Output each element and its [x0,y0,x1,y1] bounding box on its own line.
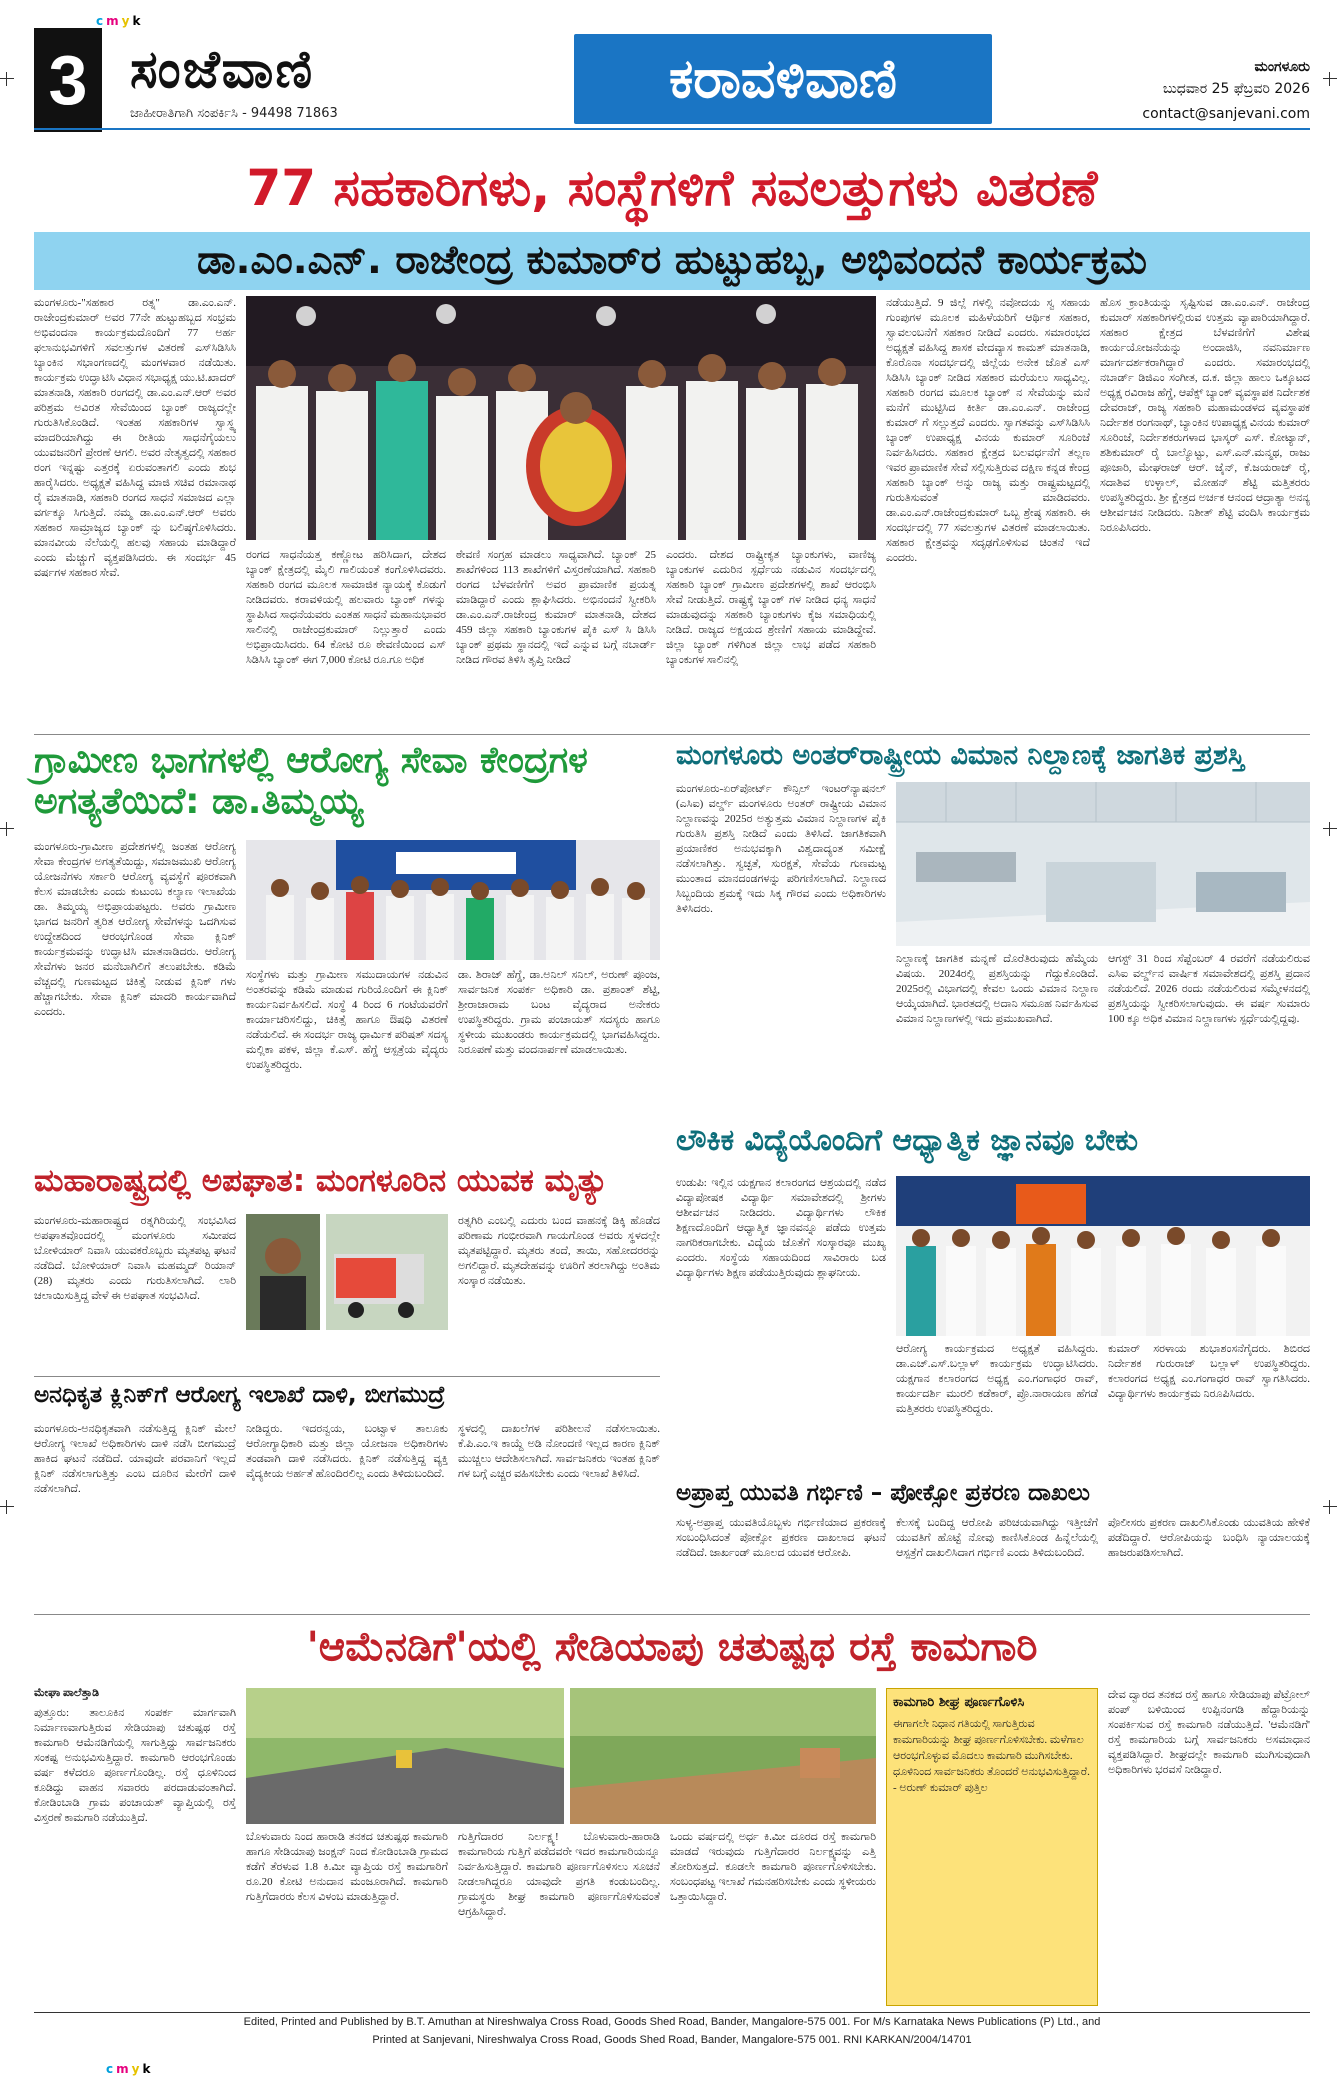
health-column-1: ಮಂಗಳೂರು-ಗ್ರಾಮೀಣ ಪ್ರದೇಶಗಳಲ್ಲಿ ಜಂತಹ ಆರೋಗ್ಯ ಸೇವಾ ಕೇಂದ್ರಗಳ ಅಗತ್ಯತೆಯಿದ್ದು, ಸಮಾಜಮುಖಿ ಆರೋಗ್ಯ ಯೋಜನೆಗಳು ಸರ್ಕಾರಿ ಆರೋಗ್ಯ ವ್ಯವಸ್ಥೆಗೆ ಪೂರಕವಾಗಿ ಕೆಲಸ ಮಾಡಬೇಕು ಎಂದು ಕುಟುಂಬ ಕಲ್ಯಾಣ ಇಲಾಖೆಯ ಡಾ. ತಿಮ್ಮಯ್ಯ ಅಭಿಪ್ರಾಯಪಟ್ಟರು. ಅವರು ಗ್ರಾಮೀಣ ಭಾಗದ ಜನರಿಗೆ ತ್ವರಿತ ಆರೋಗ್ಯ ಸೇವೆಗಳನ್ನು ಒದಗಿಸುವ ಉದ್ದೇಶದಿಂದ ಆರಂಭಗೊಂಡ ಸೇವಾ ಕ್ಲಿನಿಕ್ ಕಾರ್ಯಕ್ರಮವನ್ನು ಉದ್ಘಾಟಿಸಿ ಮಾತನಾಡಿದರು. ಆರೋಗ್ಯ ಸೇವೆಗಳು ಜನರ ಮನೆಬಾಗಿಲಿಗೆ ತಲುಪಬೇಕು. ಕಡಿಮೆ ವೆಚ್ಚದಲ್ಲಿ ಗುಣಮಟ್ಟದ ಚಿಕಿತ್ಸೆ ನೀಡುವ ಕ್ಲಿನಿಕ್ ಗಳು ಹೆಚ್ಚಾಗಬೇಕು. ಸೇವಾ ಕ್ಲಿನಿಕ್ ಮಾದರಿ ಕಾರ್ಯವಾಗಿದೆ ಎಂದರು. [34,841,236,1018]
felicitation-photo [246,296,876,540]
education-event-photo [896,1176,1310,1336]
lead-column-2b: ಠೇವಣಿ ಸಂಗ್ರಹ ಮಾಡಲು ಸಾಧ್ಯವಾಗಿದೆ. ಬ್ಯಾಂಕ್ 25 ಶಾಖೆಗಳಿಂದ 113 ಶಾಖೆಗಳಿಗೆ ವಿಸ್ತರಣೆಯಾಗಿದೆ. ಸಹಕಾರಿ ರಂಗದ ಬೆಳವಣಿಗೆಗೆ ಅವರ ಪ್ರಾಮಾಣಿಕ ಪ್ರಯತ್ನ ಮಾಡಿದ್ದಾರೆ ಎಂದು ಶ್ಲಾಘಿಸಿದರು. ಅಭಿನಂದನೆ ಸ್ವೀಕರಿಸಿ ಡಾ.ಎಂ.ಎನ್.ರಾಜೇಂದ್ರ ಕುಮಾರ್ ಮಾತನಾಡಿ, ದೇಶದ 459 ಜಿಲ್ಲಾ ಸಹಕಾರಿ ಬ್ಯಾಂಕುಗಳ ಪೈಕಿ ಎಸ್ ಸಿ ಡಿಸಿಸಿ ಬ್ಯಾಂಕ್ ಪ್ರಥಮ ಸ್ಥಾನದಲ್ಲಿ ಇದೆ ಎನ್ನುವ ಬಗ್ಗೆ ನಬಾರ್ಡ್ ನೀಡಿದ ಗೌರವ ತಿಳಿಸಿ ತೃಪ್ತಿ ನೀಡಿದೆ [456,549,656,666]
seva-clinic-photo [246,840,660,960]
education-column-1: ಉಡುಪಿ: ಇಲ್ಲಿನ ಯಕ್ಷಗಾನ ಕಲಾರಂಗದ ಆಶ್ರಯದಲ್ಲಿ ನಡೆದ ವಿದ್ಯಾಪೋಷಕ ವಿದ್ಯಾರ್ಥಿ ಸಮಾವೇಶದಲ್ಲಿ ಶ್ರೀಗಳು ಆಶೀರ್ವಚನ ನೀಡಿದರು. ವಿದ್ಯಾರ್ಥಿಗಳು ಲೌಕಿಕ ಶಿಕ್ಷಣದೊಂದಿಗೆ ಆಧ್ಯಾತ್ಮಿಕ ಜ್ಞಾನವನ್ನೂ ಪಡೆದು ಉತ್ತಮ ನಾಗರಿಕರಾಗಬೇಕು. ವಿದ್ಯೆಯ ಜೊತೆಗೆ ಸಂಸ್ಕಾರವೂ ಮುಖ್ಯ ಎಂದರು. ಸಂಸ್ಥೆಯ ಸಹಾಯದಿಂದ ಸಾವಿರಾರು ಬಡ ವಿದ್ಯಾರ್ಥಿಗಳು ಶಿಕ್ಷಣ ಪಡೆಯುತ್ತಿರುವುದು ಶ್ಲಾಘನೀಯ. [676,1177,886,1279]
airport-terminal-photo [896,782,1310,946]
registration-mark-tl [0,72,14,86]
lead-column-2c: ಎಂದರು. ದೇಶದ ರಾಷ್ಟ್ರೀಕೃತ ಬ್ಯಾಂಕುಗಳು, ವಾಣಿಜ್ಯ ಬ್ಯಾಂಕುಗಳ ಎದುರಿನ ಸ್ಪರ್ಧೆಯ ನಡುವಿನ ಸಂದರ್ಭದಲ್ಲಿ ಸಹಕಾರಿ ಬ್ಯಾಂಕ್ ಗ್ರಾಮೀಣ ಪ್ರದೇಶಗಳಲ್ಲಿ ಶಾಖೆ ಆರಂಭಿಸಿ ಸೇವೆ ನೀಡುತ್ತಿದೆ. ರಾಷ್ಟ್ರಕ್ಕೆ ಬ್ಯಾಂಕ್ ಗಳ ನೀಡಿದ ಧನ್ಯ ಸಾಧನೆ ಮಾಡುವುದನ್ನು ಸಹಕಾರಿ ಬ್ಯಾಂಕುಗಳು ಕೈಜ ಸಮಾಧಿಯಲ್ಲಿ ನೀಡಿದೆ. ರಾಜ್ಯದ ಅಕ್ಷಯದ ಶ್ರೇಣಿಗೆ ಸಹಾಯ ಮಾಡಿದ್ದೇವೆ. ಜಿಲ್ಲಾ ಬ್ಯಾಂಕ್ ಗಳಿಗಿಂತ ಜಿಲ್ಲಾ ಲಾಭ ಪಡೆದ ಸಹಕಾರಿ ಬ್ಯಾಂಕುಗಳ ಸಾಲಿನಲ್ಲಿ [666,549,876,666]
masthead-title: ಸಂಜೆವಾಣಿ [130,39,315,100]
accident-column-2: ರತ್ನಗಿರಿ ಎಂಬಲ್ಲಿ ಎದುರು ಬಂದ ವಾಹನಕ್ಕೆ ಡಿಕ್ಕಿ ಹೊಡೆದ ಪರಿಣಾಮ ಗಂಭೀರವಾಗಿ ಗಾಯಗೊಂಡ ಅವರು ಸ್ಥಳದಲ್ಲೇ ಮೃತಪಟ್ಟಿದ್ದಾರೆ. ಮೃತರು ತಂದೆ, ತಾಯಿ, ಸಹೋದರರನ್ನು ಅಗಲಿದ್ದಾರೆ. ಮೃತದೇಹವನ್ನು ಊರಿಗೆ ತರಲಾಗಿದ್ದು ಅಂತಿಮ ಸಂಸ್ಕಾರ ನಡೆಯಿತು. [458,1215,660,1287]
cmyk-m-bottom: m [116,2062,132,2076]
road-byline: ಮೇಘಾ ಪಾಲೆತ್ತಾಡಿ [34,1687,100,1699]
header-rule [34,128,1310,130]
accident-photo-person [246,1214,320,1330]
pocso-column-3: ಪೊಲೀಸರು ಪ್ರಕರಣ ದಾಖಲಿಸಿಕೊಂಡು ಯುವತಿಯ ಹೇಳಿಕೆ ಪಡೆದಿದ್ದಾರೆ. ಆರೋಪಿಯನ್ನು ಬಂಧಿಸಿ ನ್ಯಾಯಾಲಯಕ್ಕೆ ಹಾಜರುಪಡಿಸಲಾಗಿದೆ. [1108,1517,1310,1559]
lorry-photo [326,1214,448,1330]
registration-mark-br [1323,1500,1337,1514]
road-box-text: ಈಗಾಗಲೇ ನಿಧಾನ ಗತಿಯಲ್ಲಿ ಸಾಗುತ್ತಿರುವ ಕಾಮಗಾರಿಯನ್ನು ಶೀಘ್ರ ಪೂರ್ಣಗೊಳಿಸಬೇಕು. ಮಳೆಗಾಲ ಆರಂಭಗೊಳ್ಳುವ ಮೊದಲು ಕಾಮಗಾರಿ ಮುಗಿಸಬೇಕು. ಧೂಳಿನಿಂದ ಸಾರ್ವಜನಿಕರು ತೊಂದರೆ ಅನುಭವಿಸುತ್ತಿದ್ದಾರೆ. - ಅರುಣ್ ಕುಮಾರ್ ಪುತ್ತಿಲ [893,1718,1090,1794]
pocso-column-2: ಕೆಲಸಕ್ಕೆ ಬಂದಿದ್ದ ಆರೋಪಿ ಪರಿಚಯವಾಗಿದ್ದು ಇತ್ತೀಚೆಗೆ ಯುವತಿಗೆ ಹೊಟ್ಟೆ ನೋವು ಕಾಣಿಸಿಕೊಂಡ ಹಿನ್ನೆಲೆಯಲ್ಲಿ ಆಸ್ಪತ್ರೆಗೆ ದಾಖಲಿಸಿದಾಗ ಗರ್ಭಿಣಿ ಎಂದು ತಿಳಿದುಬಂದಿದೆ. [896,1517,1098,1559]
cmyk-k: k [132,14,144,28]
cmyk-c-bottom: c [106,2062,117,2076]
health-column-2: ಸಂಸ್ಥೆಗಳು ಮತ್ತು ಗ್ರಾಮೀಣ ಸಮುದಾಯಗಳ ನಡುವಿನ ಅಂತರವನ್ನು ಕಡಿಮೆ ಮಾಡುವ ಗುರಿಯೊಂದಿಗೆ ಈ ಕ್ಲಿನಿಕ್ ಕಾರ್ಯನಿರ್ವಹಿಸಲಿದೆ. ಸಂಸ್ಥೆ 4 ರಿಂದ 6 ಗಂಟೆಯವರೆಗೆ ಕಾರ್ಯಾಚರಿಸಲಿದ್ದು, ಚಿಕಿತ್ಸೆ ಹಾಗೂ ಔಷಧಿ ವಿತರಣೆ ನಡೆಯಲಿದೆ. ಈ ಸಂದರ್ಭ ರಾಜ್ಯ ಧಾರ್ಮಿಕ ಪರಿಷತ್ ಸದಸ್ಯ ಮಲ್ಲಿಕಾ ಪಕಳ, ಜಿಲ್ಲಾ ಕೆ.ಎಸ್. ಹೆಗ್ಡೆ ಆಸ್ಪತ್ರೆಯ ವೈದ್ಯರು ಉಪಸ್ಥಿತರಿದ್ದರು. [246,969,448,1071]
lead-column-4: ಹೊಸ ಕ್ರಾಂತಿಯನ್ನು ಸೃಷ್ಟಿಸುವ ಡಾ.ಎಂ.ಎನ್. ರಾಜೇಂದ್ರ ಕುಮಾರ್ ಸಹಕಾರಿಗಳಲ್ಲಿರುವ ಉತ್ತಮ ವ್ಯಾಪಾರಿಯಾಗಿದ್ದಾರೆ. ಸಹಕಾರ ಕ್ಷೇತ್ರದ ಬೆಳವಣಿಗೆಗೆ ವಿಶೇಷ ಕಾರ್ಯಯೋಜನೆಯನ್ನು ಅಂದಾಜಿಸಿ, ನವನಿರ್ಮಾಣ ಮಾರ್ಗದರ್ಶಕರಾಗಿದ್ದಾರೆ ಎಂದರು. ಸಮಾರಂಭದಲ್ಲಿ ನಬಾರ್ಡ್ ಡಿಜಿಎಂ ಸಂಗೀತ, ದ.ಕ. ಜಿಲ್ಲಾ ಹಾಲು ಒಕ್ಕೂಟದ ಅಧ್ಯಕ್ಷ ರವಿರಾಜ ಹೆಗ್ಡೆ, ಆಪೆಕ್ಸ್ ಬ್ಯಾಂಕ್ ವ್ಯವಸ್ಥಾಪಕ ನಿರ್ದೇಶಕ ದೇವರಾಜ್, ರಾಜ್ಯ ಸಹಕಾರಿ ಮಹಾಮಂಡಳದ ವ್ಯವಸ್ಥಾಪಕ ನಿರ್ದೇಶಕ ರಂಗನಾಥ್, ಬ್ಯಾಂಕಿನ ಉಪಾಧ್ಯಕ್ಷ ವಿನಯ ಕುಮಾರ್ ಸೂರಿಂಜೆ, ನಿರ್ದೇಶಕರುಗಳಾದ ಭಾಸ್ಕರ್ ಎಸ್. ಕೋಟ್ಯಾನ್, ಶಶಿಕುಮಾರ್ ರೈ ಬಾಲ್ಯೊಟ್ಟು, ಎಸ್.ಎನ್.ಮನ್ಮಥ, ರಾಜು ಪೂಜಾರಿ, ಮೇಘರಾಜ್ ಆರ್. ಜೈನ್, ಕೆ.ಜಯರಾಜ್ ರೈ, ಸದಾಶಿವ ಉಳ್ಳಾಲ್, ಮೋಹನ್ ಶೆಟ್ಟಿ ಮತ್ತಿತರರು ಉಪಸ್ಥಿತರಿದ್ದರು. ಶ್ರೀ ಕ್ಷೇತ್ರದ ಅರ್ಚಕ ಆನಂದ ಆದ್ರಾತ್ಯಾ ಅನನ್ಯ ಆಶೀರ್ವಚನ ನೀಡಿದರು. ನಿಶೀತ್ ಶೆಟ್ಟಿ ವಂದಿಸಿ ಕಾರ್ಯಕ್ರಮ ನಿರೂಪಿಸಿದರು. [1100,297,1310,534]
section-divider-1 [34,734,1310,735]
victim-portrait [246,1214,320,1330]
education-headline: ಲೌಕಿಕ ವಿದ್ಯೆಯೊಂದಿಗೆ ಆಧ್ಯಾತ್ಮಿಕ ಜ್ಞಾನವೂ ಬೇಕು [676,1123,1139,1158]
masthead [130,34,570,120]
dateline-date: ಬುಧವಾರ 25 ಫೆಬ್ರವರಿ 2026 [1162,81,1310,97]
section-divider-2 [34,1376,660,1377]
footer-rule [34,2012,1310,2013]
cmyk-strip-bottom [106,2062,153,2076]
dateline-city: ಮಂಗಳೂರು [1254,59,1310,75]
clinic-column-2: ನೀಡಿದ್ದರು. ಇದರನ್ವಯ, ಬಂಟ್ವಾಳ ತಾಲೂಕು ಆರೋಗ್ಯಾಧಿಕಾರಿ ಮತ್ತು ಜಿಲ್ಲಾ ಯೋಜನಾ ಅಧಿಕಾರಿಗಳು ತಂಡವಾಗಿ ದಾಳಿ ನಡೆಸಿದರು. ಕ್ಲಿನಿಕ್ ನಡೆಸುತ್ತಿದ್ದ ವ್ಯಕ್ತಿ ವೈದ್ಯಕೀಯ ಅರ್ಹತೆ ಹೊಂದಿರಲಿಲ್ಲ ಎಂದು ತಿಳಿದುಬಂದಿದೆ. [246,1423,448,1480]
masthead-subtitle: ಜಾಹೀರಾತಿಗಾಗಿ ಸಂಪರ್ಕಿಸಿ - 94498 71863 [130,106,338,121]
road-box-title: ಕಾಮಗಾರಿ ಶೀಘ್ರ ಪೂರ್ಣಗೊಳಿಸಿ [893,1695,1025,1710]
education-column-3: ಕುಮಾರ್ ಸರಳಾಯ ಶುಭಾಶಂಸನೆಗೈದರು. ಶಿಬಿರದ ನಿರ್ದೇಶಕ ಗುರುರಾಜ್ ಬಲ್ಲಾಳ್ ಉಪಸ್ಥಿತರಿದ್ದರು. ಕಲಾರಂಗದ ಅಧ್ಯಕ್ಷ ಎಂ.ಗಂಗಾಧರ ರಾವ್ ಸ್ವಾಗತಿಸಿದರು. ವಿದ್ಯಾರ್ಥಿಗಳು ಕಾರ್ಯಕ್ರಮ ನಿರೂಪಿಸಿದರು. [1108,1343,1310,1400]
cmyk-c: c [96,14,107,28]
education-column-2: ಆರೋಗ್ಯ ಕಾರ್ಯಕ್ರಮದ ಅಧ್ಯಕ್ಷತೆ ವಹಿಸಿದ್ದರು. ಡಾ.ಎಚ್.ಎಸ್.ಬಲ್ಲಾಳ್ ಕಾರ್ಯಕ್ರಮ ಉದ್ಘಾಟಿಸಿದರು. ಯಕ್ಷಗಾನ ಕಲಾರಂಗದ ಅಧ್ಯಕ್ಷ ಎಂ.ಗಂಗಾಧರ ರಾವ್, ಕಾರ್ಯದರ್ಶಿ ಮುರಲಿ ಕಡೆಕಾರ್, ಪ್ರೊ.ನಾರಾಯಣ ಹೆಗಡೆ ಮತ್ತಿತರರು ಉಪಸ್ಥಿತರಿದ್ದರು. [896,1343,1098,1415]
road-column-1: ಪುತ್ತೂರು: ತಾಲೂಕಿನ ಸಂಪರ್ಕ ಮಾರ್ಗವಾಗಿ ನಿರ್ಮಾಣವಾಗುತ್ತಿರುವ ಸೇಡಿಯಾಪು ಚತುಷ್ಪಥ ರಸ್ತೆ ಕಾಮಗಾರಿ ಆಮೆನಡಿಗೆಯಲ್ಲಿ ಸಾಗುತ್ತಿದ್ದು ಸಾರ್ವಜನಿಕರು ಸಂಕಷ್ಟ ಅನುಭವಿಸುತ್ತಿದ್ದಾರೆ. ಕಾಮಗಾರಿ ಆರಂಭಗೊಂಡು ವರ್ಷ ಕಳೆದರೂ ಪೂರ್ಣಗೊಂಡಿಲ್ಲ. ರಸ್ತೆ ಧೂಳಿನಿಂದ ಕೂಡಿದ್ದು ವಾಹನ ಸವಾರರು ಪರದಾಡುವಂತಾಗಿದೆ. ಕೋಡಿಂಬಾಡಿ ಗ್ರಾಮ ಪಂಚಾಯತ್ ವ್ಯಾಪ್ತಿಯಲ್ಲಿ ರಸ್ತೆ ವಿಸ್ತರಣೆ ಕಾಮಗಾರಿ ನಡೆಯುತ್ತಿದೆ. [34,1707,236,1824]
road-column-5: ದೇವ ದ್ವಾರದ ತನಕದ ರಸ್ತೆ ಹಾಗೂ ಸೇಡಿಯಾಪು ಪೆಟ್ರೋಲ್ ಪಂಪ್ ಬಳಿಯಿಂದ ಉಪ್ಪಿನಂಗಡಿ ಹೆದ್ದಾರಿಯನ್ನು ಸಂಪರ್ಕಿಸುವ ರಸ್ತೆ ಕಾಮಗಾರಿ ನಡೆಯುತ್ತಿದೆ. 'ಆಮೆನಡಿಗೆ' ರಸ್ತೆ ಕಾಮಗಾರಿಯ ಬಗ್ಗೆ ಸಾರ್ವಜನಿಕರು ಅಸಮಾಧಾನ ವ್ಯಕ್ತಪಡಿಸಿದ್ದಾರೆ. ಶೀಘ್ರದಲ್ಲೇ ಕಾಮಗಾರಿ ಮುಗಿಸುವುದಾಗಿ ಅಧಿಕಾರಿಗಳು ಭರವಸೆ ನೀಡಿದ್ದಾರೆ. [1108,1689,1310,1776]
airport-column-3: ಆಗಸ್ಟ್ 31 ರಿಂದ ಸೆಪ್ಟೆಂಬರ್ 4 ರವರೆಗೆ ನಡೆಯಲಿರುವ ಎಸಿಐ ವರ್ಲ್ಡ್‌ನ ವಾರ್ಷಿಕ ಸಮಾವೇಶದಲ್ಲಿ ಪ್ರಶಸ್ತಿ ಪ್ರದಾನ ನಡೆಯಲಿದೆ. 2026 ರಂದು ನಡೆಯಲಿರುವ ಸಮ್ಮೇಳನದಲ್ಲಿ ಪ್ರಶಸ್ತಿಯನ್ನು ಸ್ವೀಕರಿಸಲಾಗುವುದು. ಈ ವರ್ಷ ಸುಮಾರು 100 ಕ್ಕೂ ಅಧಿಕ ವಿಮಾನ ನಿಲ್ದಾಣಗಳು ಸ್ಪರ್ಧೆಯಲ್ಲಿದ್ದವು. [1108,953,1310,1025]
registration-mark-bl [0,1500,14,1514]
clinic-column-1: ಮಂಗಳೂರು-ಅನಧಿಕೃತವಾಗಿ ನಡೆಸುತ್ತಿದ್ದ ಕ್ಲಿನಿಕ್ ಮೇಲೆ ಆರೋಗ್ಯ ಇಲಾಖೆ ಅಧಿಕಾರಿಗಳು ದಾಳಿ ನಡೆಸಿ ಬೀಗಮುದ್ರೆ ಹಾಕಿದ ಘಟನೆ ನಡೆದಿದೆ. ಯಾವುದೇ ಪರವಾನಿಗೆ ಇಲ್ಲದೆ ಕ್ಲಿನಿಕ್ ನಡೆಸಲಾಗುತ್ತಿತ್ತು ಎಂಬ ದೂರಿನ ಮೇರೆಗೆ ದಾಳಿ ನಡೆಸಲಾಗಿದೆ. [34,1423,236,1495]
airport-column-1: ಮಂಗಳೂರು-ಏರ್‌ಪೋರ್ಟ್ ಕೌನ್ಸಿಲ್ ಇಂಟರ್‌ನ್ಯಾಷನಲ್ (ಎಸಿಐ) ವರ್ಲ್ಡ್ ಮಂಗಳೂರು ಅಂತರ್ ರಾಷ್ಟ್ರೀಯ ವಿಮಾನ ನಿಲ್ದಾಣವನ್ನು 2025ರ ಅತ್ಯುತ್ತಮ ವಿಮಾನ ನಿಲ್ದಾಣಗಳ ಪೈಕಿ ಗುರುತಿಸಿ ಪ್ರಶಸ್ತಿ ನೀಡಿದೆ ಎಂದು ತಿಳಿಸಿದೆ. ಜಾಗತಿಕವಾಗಿ ಪ್ರಯಾಣಿಕರ ಅನುಭವಕ್ಕಾಗಿ ವಿಶ್ವದಾದ್ಯಂತ ಸಮೀಕ್ಷೆ ನಡೆಸಲಾಗಿತ್ತು. ಸ್ವಚ್ಛತೆ, ಸುರಕ್ಷತೆ, ಸೇವೆಯ ಗುಣಮಟ್ಟ ಮುಂತಾದ ಮಾನದಂಡಗಳನ್ನು ಪರಿಗಣಿಸಲಾಗಿದೆ. ನಿಲ್ದಾಣದ ಸಿಬ್ಬಂದಿಯ ಶ್ರಮಕ್ಕೆ ಇದು ಸಿಕ್ಕ ಗೌರವ ಎಂದು ಅಧಿಕಾರಿಗಳು ತಿಳಿಸಿದರು. [676,783,886,915]
lead-column-3: ನಡೆಯುತ್ತಿದೆ. 9 ಜಿಲ್ಲೆ ಗಳಲ್ಲಿ ನವೋದಯ ಸ್ವ ಸಹಾಯ ಗುಂಪುಗಳ ಮೂಲಕ ಮಹಿಳೆಯರಿಗೆ ಆರ್ಥಿಕ ಸಹಕಾರ, ಸ್ವಾವಲಂಬನೆಗೆ ಸಹಕಾರ ನೀಡಿದೆ ಎಂದರು. ಸಮಾರಂಭದ ಅಧ್ಯಕ್ಷತೆ ವಹಿಸಿದ್ದ ಶಾಸಕ ವೇದವ್ಯಾಸ ಕಾಮತ್ ಮಾತನಾಡಿ, ಕೊರೊನಾ ಸಂದರ್ಭದಲ್ಲಿ ಜಿಲ್ಲೆಯ ಅನೇಕ ಜೊತೆ ಎಸ್ ಸಿಡಿಸಿಸಿ ಬ್ಯಾಂಕ್ ನೀಡಿದ ಸಹಕಾರ ಮರೆಯಲು ಸಾಧ್ಯವಿಲ್ಲ. ಸಹಕಾರಿ ರಂಗದ ಮೂಲಕ ಬ್ಯಾಂಕ್ ನ ಸೇವೆಯನ್ನು ಮನೆ ಮನೆಗೆ ಮುಟ್ಟಿಸಿದ ಕೀರ್ತಿ ಡಾ.ಎಂ.ಎನ್. ರಾಜೇಂದ್ರ ಕುಮಾರ್ ಗೆ ಸಲ್ಲುತ್ತದೆ ಎಂದರು. ಸ್ವಾಗತವನ್ನು ಎಸ್‌ಸಿಡಿಸಿಸಿ ಬ್ಯಾಂಕ್ ಉಪಾಧ್ಯಕ್ಷ ವಿನಯ ಕುಮಾರ್ ಸೂರಿಂಜೆ ನಿರ್ವಹಿಸಿದರು. ಸಹಕಾರ ಕ್ಷೇತ್ರದ ಬಲವರ್ಧನೆಗೆ ತಲ್ಲಣ ಇವರ ಪ್ರಾಮಾಣಿಕ ಸೇವೆ ಸಲ್ಲಿಸುತ್ತಿರುವ ದಕ್ಷಿಣ ಕನ್ನಡ ಕೇಂದ್ರ ಸಹಕಾರಿ ಬ್ಯಾಂಕ್ ಅನ್ನು ರಾಜ್ಯ ಮತ್ತು ರಾಷ್ಟ್ರಮಟ್ಟದಲ್ಲಿ ಗುರುತಿಸುವಂತೆ ಮಾಡಿದವರು. ಡಾ.ಎಂ.ಎನ್.ರಾಜೇಂದ್ರಕುಮಾರ್ ಒಬ್ಬ ಶ್ರೇಷ್ಠ ಸಹಕಾರಿ. ಈ ಸಂದರ್ಭದಲ್ಲಿ 77 ಸವಲತ್ತುಗಳ ವಿತರಣೆ ಮಾಡಲಾಯಿತು. ಸಹಕಾರ ಕ್ಷೇತ್ರವನ್ನು ಸದೃಢಗೊಳಿಸುವ ಚಿಂತನೆ ಇದೆ ಎಂದರು. [886,297,1090,564]
pocso-column-1: ಸುಳ್ಯ-ಅಪ್ರಾಪ್ತ ಯುವತಿಯೊಬ್ಬಳು ಗರ್ಭಿಣಿಯಾದ ಪ್ರಕರಣಕ್ಕೆ ಸಂಬಂಧಿಸಿದಂತೆ ಪೋಕ್ಸೋ ಪ್ರಕರಣ ದಾಖಲಾದ ಘಟನೆ ನಡೆದಿದೆ. ಜಾರ್ಖಂಡ್ ಮೂಲದ ಯುವಕ ಆರೋಪಿ. [676,1517,886,1559]
accident-headline: ಮಹಾರಾಷ್ಟ್ರದಲ್ಲಿ ಅಪಘಾತ: ಮಂಗಳೂರಿನ ಯುವಕ ಮೃತ್ಯು [34,1163,609,1199]
road-work-photo-1 [246,1688,564,1824]
road-headline: 'ಆಮೆನಡಿಗೆ'ಯಲ್ಲಿ ಸೇಡಿಯಾಪು ಚತುಷ್ಪಥ ರಸ್ತೆ ಕಾಮಗಾರಿ [306,1624,1038,1670]
footer-imprint-1: Edited, Printed and Published by B.T. Amuthan at Nireshwalya Cross Road, Goods Shed Road, Bander, Mangalore-575 001. For M/s Karnataka News Publications (P) Ltd., and [243,2016,1101,2028]
road-column-3: ಗುತ್ತಿಗೆದಾರರ ನಿರ್ಲಕ್ಷ್ಯ! ಬೊಳುವಾರು-ಹಾರಾಡಿ ಕಾಮಗಾರಿಯ ಗುತ್ತಿಗೆ ಪಡೆದವರೇ ಇದರ ಕಾಮಗಾರಿಯನ್ನೂ ನಿರ್ವಹಿಸುತ್ತಿದ್ದಾರೆ. ಕಾಮಗಾರಿ ಪೂರ್ಣಗೊಳಿಸಲು ಸೂಚನೆ ನೀಡಲಾಗಿದ್ದರೂ ಯಾವುದೇ ಪ್ರಗತಿ ಕಂಡುಬಂದಿಲ್ಲ. ಗ್ರಾಮಸ್ಥರು ಶೀಘ್ರ ಕಾಮಗಾರಿ ಪೂರ್ಣಗೊಳಿಸುವಂತೆ ಆಗ್ರಹಿಸಿದ್ದಾರೆ. [458,1831,660,1918]
pocso-headline: ಅಪ್ರಾಪ್ತ ಯುವತಿ ಗರ್ಭಿಣಿ – ಪೋಕ್ಸೋ ಪ್ರಕರಣ ದಾಖಲು [676,1480,1090,1506]
lead-photo [246,296,876,540]
cmyk-strip-top [96,14,143,28]
education-photo [896,1176,1310,1336]
accident-column-1: ಮಂಗಳೂರು-ಮಹಾರಾಷ್ಟ್ರದ ರತ್ನಗಿರಿಯಲ್ಲಿ ಸಂಭವಿಸಿದ ಅಪಘಾತವೊಂದರಲ್ಲಿ ಮಂಗಳೂರು ಸಮೀಪದ ಬೋಳಿಯಾರ್ ನಿವಾಸಿ ಯುವಕರೊಬ್ಬರು ಮೃತಪಟ್ಟ ಘಟನೆ ನಡೆದಿದೆ. ಬೋಳಿಯಾರ್ ನಿವಾಸಿ ಮಹಮ್ಮದ್ ರಿಯಾನ್ (28) ಮೃತರು ಎಂದು ಗುರುತಿಸಲಾಗಿದೆ. ಲಾರಿ ಚಲಾಯಿಸುತ್ತಿದ್ದ ವೇಳೆ ಈ ಅಪಘಾತ ಸಂಭವಿಸಿದೆ. [34,1215,236,1302]
road-photo-2 [570,1688,876,1824]
airport-column-2: ನಿಲ್ದಾಣಕ್ಕೆ ಜಾಗತಿಕ ಮನ್ನಣೆ ದೊರೆತಿರುವುದು ಹೆಮ್ಮೆಯ ವಿಷಯ. 2024ರಲ್ಲಿ ಪ್ರಶಸ್ತಿಯನ್ನು ಗೆದ್ದುಕೊಂಡಿದೆ. 2025ರಲ್ಲಿ ವಿಭಾಗದಲ್ಲಿ ಕೇವಲ ಒಂದು ವಿಮಾನ ನಿಲ್ದಾಣ ಆಯ್ಕೆಯಾಗಿದೆ. ಭಾರತದಲ್ಲಿ ಅದಾನಿ ಸಮೂಹ ನಿರ್ವಹಿಸುವ ವಿಮಾನ ನಿಲ್ದಾಣಗಳಲ್ಲಿ ಇದು ಪ್ರಮುಖವಾಗಿದೆ. [896,953,1098,1025]
road-work-photo-2 [570,1688,876,1824]
road-column-2: ಬೊಳುವಾರು ನಿಂದ ಹಾರಾಡಿ ತನಕದ ಚತುಷ್ಪಥ ಕಾಮಗಾರಿ ಹಾಗೂ ಸೇಡಿಯಾಪು ಜಂಕ್ಷನ್ ನಿಂದ ಕೋಡಿಂಬಾಡಿ ಗ್ರಾಮದ ಕಡೆಗೆ ತೆರಳುವ 1.8 ಕಿ.ಮೀ ವ್ಯಾಪ್ತಿಯ ರಸ್ತೆ ಕಾಮಗಾರಿಗೆ ರೂ.20 ಕೋಟಿ ಅನುದಾನ ಮಂಜೂರಾಗಿದೆ. ಕಾಮಗಾರಿ ಗುತ್ತಿಗೆದಾರರು ಕೆಲಸ ವಿಳಂಬ ಮಾಡುತ್ತಿದ್ದಾರೆ. [246,1831,448,1903]
cmyk-y: y [121,14,133,28]
clinic-headline: ಅನಧಿಕೃತ ಕ್ಲಿನಿಕ್‌ಗೆ ಆರೋಗ್ಯ ಇಲಾಖೆ ದಾಳಿ, ಬೀಗಮುದ್ರೆ [34,1382,446,1408]
health-headline: ಗ್ರಾಮೀಣ ಭಾಗಗಳಲ್ಲಿ ಆರೋಗ್ಯ ಸೇವಾ ಕೇಂದ್ರಗಳ ಅಗತ್ಯತೆಯಿದೆ: ಡಾ.ತಿಮ್ಮಯ್ಯ [34,740,588,823]
cmyk-k-bottom: k [142,2062,154,2076]
registration-mark-mr [1323,822,1337,836]
lead-headline: 77 ಸಹಕಾರಿಗಳು, ಸಂಸ್ಥೆಗಳಿಗೆ ಸವಲತ್ತುಗಳು ವಿತರಣೆ [246,159,1098,217]
road-sidebar-box [886,1688,1098,2006]
accident-photo-lorry [326,1214,448,1330]
health-photo [246,840,660,960]
road-photo-1 [246,1688,564,1824]
airport-headline: ಮಂಗಳೂರು ಅಂತರ್‌ರಾಷ್ಟ್ರೀಯ ವಿಮಾನ ನಿಲ್ದಾಣಕ್ಕೆ ಜಾಗತಿಕ ಪ್ರಶಸ್ತಿ [676,740,1245,771]
lead-column-2a: ರಂಗದ ಸಾಧನೆಯತ್ತ ಕಣ್ಣೋಟ ಹರಿಸಿದಾಗ, ದೇಶದ ಬ್ಯಾಂಕ್ ಕ್ಷೇತ್ರದಲ್ಲಿ ಮೈಲಿ ಗಾಲಿಯಂತೆ ಕಂಗೊಳಿಸಿದವರು. ಸಹಕಾರಿ ರಂಗದ ಮೂಲಕ ಸಾಮಾಜಿಕ ನ್ಯಾಯಕ್ಕೆ ಕೊಡುಗೆ ನೀಡಿದವರು. ಕರಾವಳಿಯಲ್ಲಿ ಹಲವಾರು ಬ್ಯಾಂಕ್ ಗಳನ್ನು ಸ್ಥಾಪಿಸಿದ ಸಾಧನೆಯವರು ಎಂತಹ ಸಾಧನೆ ಮಹಾನುಭಾವರ ಸಾಲಿನಲ್ಲಿ ರಾಜೇಂದ್ರಕುಮಾರ್ ನಿಲ್ಲುತ್ತಾರೆ ಎಂದು ಅಭಿಪ್ರಾಯಿಸಿದರು. 64 ಕೋಟಿ ರೂ ಠೇವಣಿಯಿಂದ ಎಸ್ ಸಿಡಿಸಿಸಿ ಬ್ಯಾಂಕ್ ಈಗ 7,000 ಕೋಟಿ ರೂ.ಗೂ ಅಧಿಕ [246,549,446,666]
section-divider-3 [34,1614,1310,1615]
dateline [1010,56,1310,100]
clinic-column-3: ಸ್ಥಳದಲ್ಲಿ ದಾಖಲೆಗಳ ಪರಿಶೀಲನೆ ನಡೆಸಲಾಯಿತು. ಕೆ.ಪಿ.ಎಂ.ಇ ಕಾಯ್ದೆ ಅಡಿ ನೋಂದಣಿ ಇಲ್ಲದ ಕಾರಣ ಕ್ಲಿನಿಕ್ ಮುಚ್ಚಲು ಆದೇಶಿಸಲಾಗಿದೆ. ಸಾರ್ವಜನಿಕರು ಇಂತಹ ಕ್ಲಿನಿಕ್ ಗಳ ಬಗ್ಗೆ ಎಚ್ಚರ ವಹಿಸಬೇಕು ಎಂದು ಇಲಾಖೆ ತಿಳಿಸಿದೆ. [458,1423,660,1480]
footer-imprint-2: Printed at Sanjevani, Nireshwalya Cross Road, Goods Shed Road, Bander, Mangalore-575 001. RNI KARKAN/2004/14701 [372,2034,972,2046]
registration-mark-ml [0,822,14,836]
airport-photo [896,782,1310,946]
road-column-4: ಒಂದು ವರ್ಷದಲ್ಲಿ ಅರ್ಧ ಕಿ.ಮೀ ದೂರದ ರಸ್ತೆ ಕಾಮಗಾರಿ ಮಾಡದೆ ಇರುವುದು ಗುತ್ತಿಗೆದಾರರ ನಿರ್ಲಕ್ಷ್ಯವನ್ನು ಎತ್ತಿ ತೋರಿಸುತ್ತದೆ. ಕೂಡಲೇ ಕಾಮಗಾರಿ ಪೂರ್ಣಗೊಳಿಸಬೇಕು. ಸಂಬಂಧಪಟ್ಟ ಇಲಾಖೆ ಗಮನಹರಿಸಬೇಕು ಎಂದು ಸ್ಥಳೀಯರು ಒತ್ತಾಯಿಸಿದ್ದಾರೆ. [670,1831,876,1903]
health-column-3: ಡಾ. ಶಿರಾಜ್ ಹೆಗ್ಡೆ, ಡಾ.ಅನಿಲ್ ಸನಿಲ್, ಅರುಣ್ ಪೂಂಜ, ಸಾರ್ವಜನಿಕ ಸಂಪರ್ಕ ಅಧಿಕಾರಿ ಡಾ. ಪ್ರಶಾಂತ್ ಶೆಟ್ಟಿ, ಶ್ರೀರಾಜಾರಾಮ ಬಂಟ ವೈದ್ಯರಾದ ಅನೇಕರು ಉಪಸ್ಥಿತರಿದ್ದರು. ಗ್ರಾಮ ಪಂಚಾಯತ್ ಸದಸ್ಯರು ಹಾಗೂ ಸ್ಥಳೀಯ ಮುಖಂಡರು ಕಾರ್ಯಕ್ರಮದಲ್ಲಿ ಭಾಗವಹಿಸಿದ್ದರು. ನಿರೂಪಣೆ ಮತ್ತು ವಂದನಾರ್ಪಣೆ ಮಾಡಲಾಯಿತು. [458,969,660,1056]
lead-column-1: ಮಂಗಳೂರು-"ಸಹಕಾರ ರತ್ನ" ಡಾ.ಎಂ.ಎನ್. ರಾಜೇಂದ್ರಕುಮಾರ್ ಅವರ 77ನೇ ಹುಟ್ಟುಹಬ್ಬದ ಸಂಭ್ರಮ ಅಭಿವಂದನಾ ಕಾರ್ಯಕ್ರಮದೊಂದಿಗೆ 77 ಅರ್ಹ ಫಲಾನುಭವಿಗಳಿಗೆ ಸವಲತ್ತುಗಳ ವಿತರಣೆ ಎಸ್‌ಸಿಡಿಸಿಸಿ ಬ್ಯಾಂಕಿನ ಸಭಾಂಗಣದಲ್ಲಿ ಮಂಗಳವಾರ ನಡೆಯಿತು. ಕಾರ್ಯಕ್ರಮ ಉದ್ಘಾಟಿಸಿ ವಿಧಾನ ಸಭಾಧ್ಯಕ್ಷ ಯು.ಟಿ.ಖಾದರ್ ಮಾತನಾಡಿ, ಸಹಕಾರಿ ರಂಗದಲ್ಲಿ ಡಾ.ಎಂ.ಎನ್.ಆರ್ ಅವರ ಪರಿಶ್ರಮ ಅವಿರತ ಸೇವೆಯಿಂದ ಬ್ಯಾಂಕ್ ರಾಜ್ಯದಲ್ಲೇ ಗುರುತಿಸಿಕೊಂಡಿದೆ. ಇಂತಹ ಸಹಕಾರಿಗಳ ಸ್ವಾಸ್ಥ್ಯ ಮಾದರಿಯಾಗಿದ್ದು ಈ ರೀತಿಯ ಸಾಧನೆಗೈಯಲು ಯುವಜನರಿಗೆ ಪ್ರೇರಣೆ ಆಗಲಿ. ಅವರ ನೇತೃತ್ವದಲ್ಲಿ ಸಹಕಾರ ರಂಗ ಇನ್ನಷ್ಟು ಎತ್ತರಕ್ಕೆ ಏರುವಂತಾಗಲಿ ಎಂದು ಶುಭ ಹಾರೈಸಿದರು. ಅಧ್ಯಕ್ಷತೆ ವಹಿಸಿದ್ದ ಮಾಜಿ ಸಚಿವ ರಮಾನಾಥ ರೈ ಮಾತನಾಡಿ, ಸಹಕಾರಿ ರಂಗದ ಸಾಧನೆ ಸಮಾಜದ ಎಲ್ಲಾ ವರ್ಗಕ್ಕೂ ಸಿಗುತ್ತಿದೆ. ನಮ್ಮ ಡಾ.ಎಂ.ಎನ್.ಆರ್ ಅವರು ಸಹಕಾರ ಸಾಮ್ರಾಜ್ಯದ ಬ್ಯಾಂಕ್ ನ್ನು ಬಲಿಷ್ಠಗೊಳಿಸಿದರು. ಮಾನವೀಯ ನೆಲೆಯಲ್ಲಿ ಹಲವು ಸಹಾಯ ಮಾಡಿದ್ದಾರೆ ಎಂದು ಮೆಚ್ಚುಗೆ ವ್ಯಕ್ತಪಡಿಸಿದರು. ಈ ಸಂದರ್ಭ 45 ವರ್ಷಗಳ ಸಹಕಾರ ಸೇವೆ. [34,297,236,579]
edition-banner: ಕರಾವಳಿವಾಣಿ [574,34,992,124]
lead-subhead: ಡಾ.ಎಂ.ಎನ್. ರಾಜೇಂದ್ರ ಕುಮಾರ್‌ರ ಹುಟ್ಟುಹಬ್ಬ, ಅಭಿವಂದನೆ ಕಾರ್ಯಕ್ರಮ [34,232,1310,290]
registration-mark-tr [1323,72,1337,86]
page-number: 3 [34,28,102,132]
contact-email: contact@sanjevani.com [1142,106,1310,122]
cmyk-m: m [106,14,122,28]
cmyk-y-bottom: y [131,2062,143,2076]
